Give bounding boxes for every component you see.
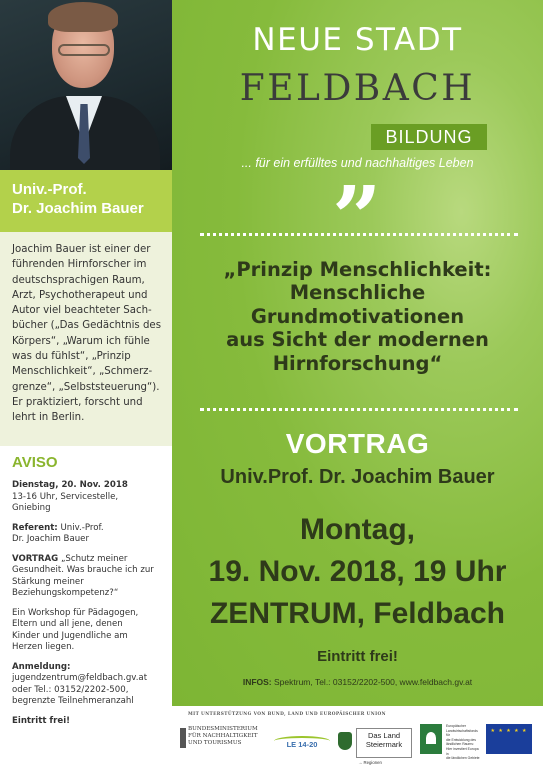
ministry-line: UND TOURISMUS xyxy=(188,740,242,746)
photo-glasses xyxy=(58,44,110,56)
lecture-title xyxy=(172,258,543,375)
lecture-title-line: Hirnforschung“ xyxy=(272,351,443,375)
speaker-title: Univ.-Prof. xyxy=(12,181,87,198)
aviso-vortrag-label: VORTRAG xyxy=(12,553,59,564)
aviso-vortrag-text: Gesundheit. Was brauche ich zur xyxy=(12,565,154,575)
lecture-title-line: „Prinzip Menschlichkeit: xyxy=(223,258,492,281)
lecture-title-line: Grundmotivationen xyxy=(250,304,465,328)
lecture-title-line: Menschliche xyxy=(289,281,426,305)
info-text: Spektrum, Tel.: 03152/2202-500, www.feldbach.gv.at xyxy=(274,677,473,687)
ministry-line: FÜR NACHHALTIGKEIT xyxy=(188,733,258,739)
vortrag-heading: VORTRAG xyxy=(285,428,430,459)
dotted-divider xyxy=(200,233,518,236)
aviso-anmeldung-block xyxy=(12,662,164,708)
speaker-name-box xyxy=(0,170,172,232)
bio-line: Arzt, Psychotherapeut und xyxy=(12,289,148,301)
aviso-vortrag-text: Stärkung meiner xyxy=(12,576,84,587)
event-day: Montag, xyxy=(300,513,415,546)
header-main-text: FELDBACH xyxy=(239,68,476,109)
aviso-anmeldung-phone: oder Tel.: 03152/2202-500, xyxy=(12,684,129,695)
le-logo-text: LE 14-20 xyxy=(286,740,318,749)
info-line xyxy=(172,677,543,687)
bildung-badge: BILDUNG xyxy=(371,124,487,150)
eu-flag-icon: ★ ★ ★ ★ ★ xyxy=(486,724,532,754)
aviso-date-block xyxy=(12,480,164,515)
bio-line: was du fühlst“, „Prinzip xyxy=(12,351,131,363)
bio-line: lehrt in Berlin. xyxy=(12,412,85,424)
main-panel xyxy=(172,0,543,706)
ministry-logo xyxy=(188,726,268,747)
bio-line: Autor viel beachteter Sach- xyxy=(12,305,152,317)
aviso-workshop-block xyxy=(12,608,164,654)
aviso-heading: AVISO xyxy=(12,454,58,471)
ministry-line: BUNDESMINISTERIUM xyxy=(188,726,258,732)
bio-line: Menschlichkeit“, „Schmerz- xyxy=(12,366,153,378)
aviso-workshop-text: Herzen liegen. xyxy=(12,642,75,652)
aviso-referent-value: Univ.-Prof. xyxy=(60,522,104,533)
ministry-logo-icon xyxy=(180,728,186,748)
aviso-place: Gniebing xyxy=(12,503,51,513)
aviso-anmeldung-email[interactable]: jugendzentrum@feldbach.gv.at xyxy=(12,673,148,683)
left-column xyxy=(0,0,172,768)
eafrd-line: ländlichen Raums: xyxy=(446,742,474,747)
eafrd-line: Hier investiert Europa in xyxy=(446,746,479,756)
aviso-time-place: 13-16 Uhr, Servicestelle, xyxy=(12,491,119,502)
dotted-divider xyxy=(200,408,518,411)
eafrd-line: Europäischer xyxy=(446,724,466,728)
info-label: INFOS: xyxy=(242,677,272,687)
lecture-title-line: aus Sicht der modernen xyxy=(226,328,489,352)
eafrd-line: Landwirtschaftsfonds für xyxy=(446,728,478,738)
eafrd-text xyxy=(446,724,482,761)
lecture-speaker: Univ.Prof. Dr. Joachim Bauer xyxy=(220,466,495,488)
land-steiermark-logo xyxy=(356,728,412,758)
event-venue: ZENTRUM, Feldbach xyxy=(209,597,505,630)
aviso-workshop-text: Kinder und Jugendliche am xyxy=(12,630,128,641)
sponsor-footer xyxy=(172,706,543,768)
aviso-vortrag-text: „Schutz meiner xyxy=(60,553,128,564)
bio-line: bücher („Das Gedächtnis des xyxy=(12,320,161,332)
aviso-referent-block xyxy=(12,523,164,546)
bio-line: Joachim Bauer ist einer der xyxy=(12,244,151,255)
land-sub: → Regionen xyxy=(358,760,382,765)
land-line: Das Land xyxy=(367,731,401,740)
speaker-bio xyxy=(0,232,172,446)
aviso-anmeldung-note: begrenzte Teilnehmeranzahl xyxy=(12,696,134,706)
aviso-referent-label: Referent: xyxy=(12,522,58,533)
event-date-time: 19. Nov. 2018, 19 Uhr xyxy=(208,555,507,588)
header-top-text: NEUE STADT xyxy=(252,22,463,58)
aviso-section xyxy=(0,446,172,768)
aviso-vortrag-text: Beziehungskompetenz?“ xyxy=(12,588,119,598)
speaker-name: Dr. Joachim Bauer xyxy=(12,200,144,217)
styria-crest-icon xyxy=(338,732,352,750)
aviso-referent-name: Dr. Joachim Bauer xyxy=(12,534,89,544)
leader-logo-icon xyxy=(420,724,442,754)
entry-free: Eintritt frei! xyxy=(317,648,398,665)
eafrd-line: die Entwicklung des xyxy=(446,737,476,742)
speaker-photo xyxy=(0,0,172,170)
eafrd-line: die ländlichen Gebiete xyxy=(446,756,480,761)
aviso-date: Dienstag, 20. Nov. 2018 xyxy=(12,480,128,490)
aviso-anmeldung-label: Anmeldung: xyxy=(12,661,71,672)
quote-mark-icon: ” xyxy=(332,168,382,269)
aviso-vortrag-block xyxy=(12,554,164,600)
bio-line: grenze“, „Selbststeuerung“). xyxy=(12,381,160,393)
bio-line: führenden Hirnforscher im xyxy=(12,259,147,271)
aviso-workshop-text: Ein Workshop für Pädagogen, xyxy=(12,607,139,618)
le-logo xyxy=(274,736,330,752)
photo-hair xyxy=(48,2,118,32)
land-line: Steiermark xyxy=(365,740,403,749)
bio-line: Körpers“, „Warum ich fühle xyxy=(12,335,150,347)
bio-line: deutschsprachigen Raum, xyxy=(12,274,145,286)
bio-line: Er praktiziert, forscht und xyxy=(12,396,143,408)
sponsor-note: MIT UNTERSTÜTZUNG VON BUND, LAND UND EUROPÄISCHER UNION xyxy=(188,712,386,717)
aviso-workshop-text: Eltern und all jene, denen xyxy=(12,619,123,629)
aviso-eintritt: Eintritt frei! xyxy=(12,715,71,726)
tagline: ... für ein erfülltes und nachhaltiges Leben xyxy=(241,156,474,170)
